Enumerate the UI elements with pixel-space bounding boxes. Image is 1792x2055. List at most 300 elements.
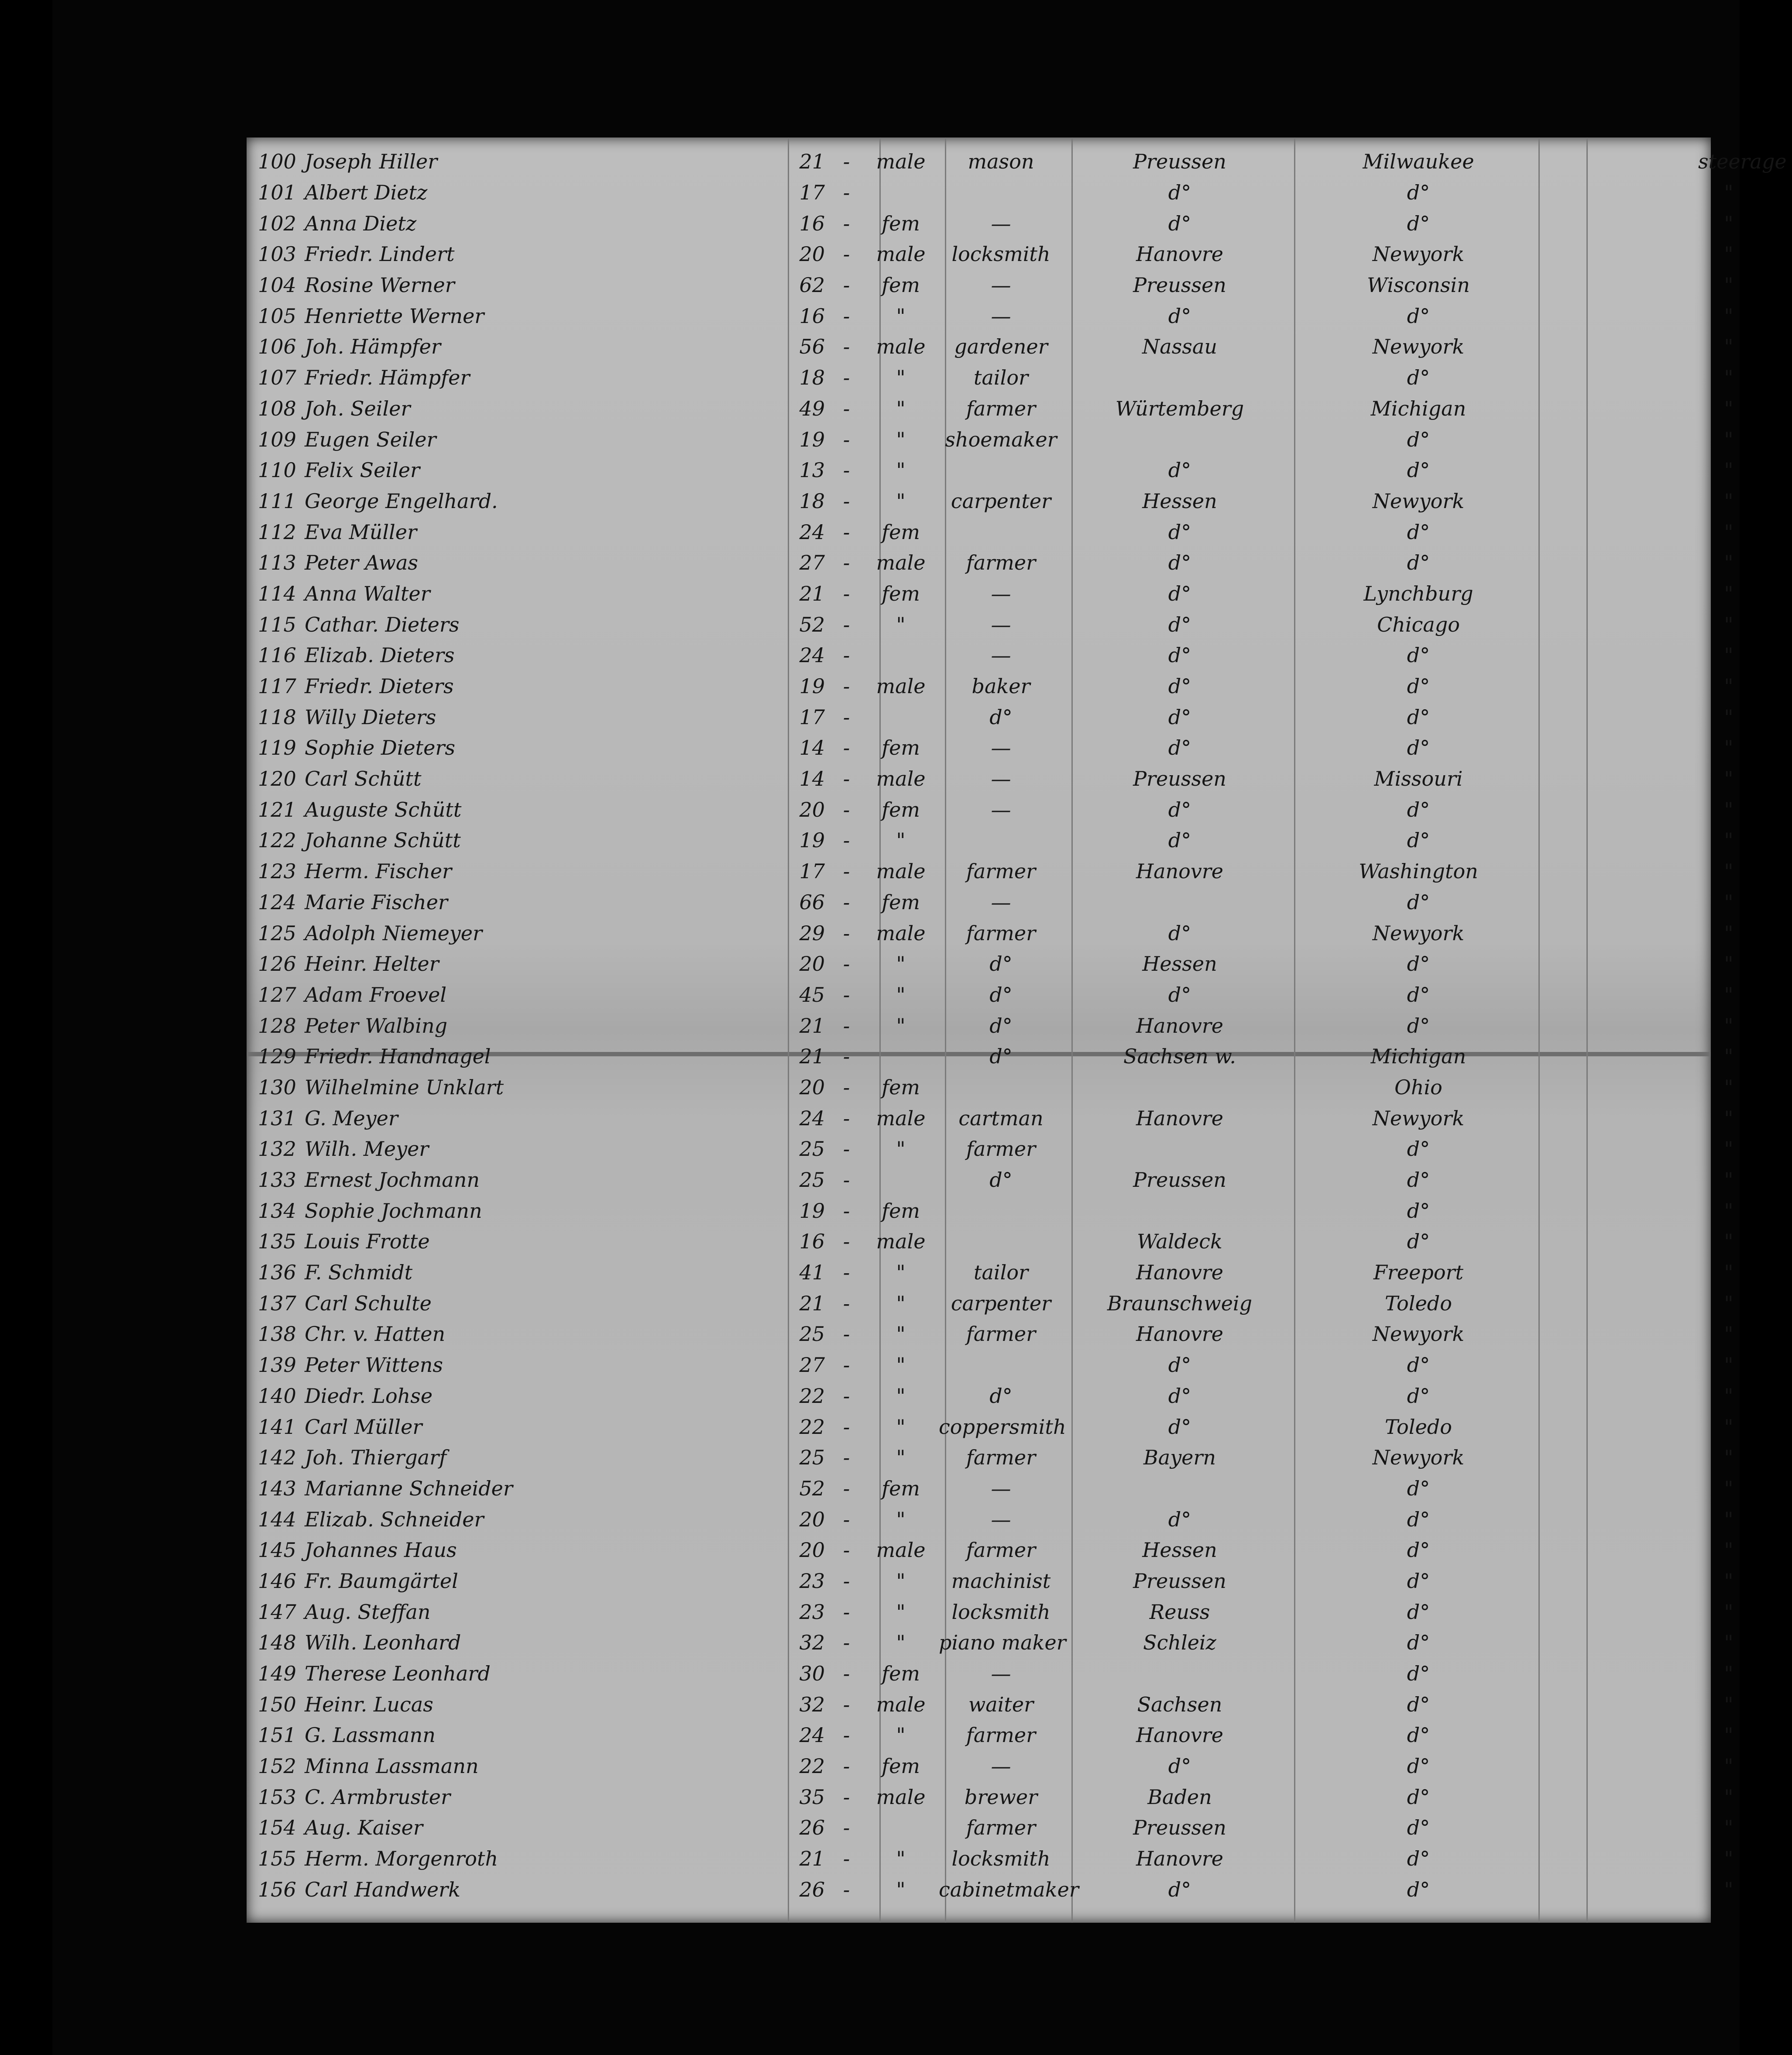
age-dash: -: [843, 890, 850, 914]
passenger-country: Sachsen: [1137, 1692, 1222, 1716]
table-row: [255, 516, 1762, 547]
age-dash: -: [843, 1631, 850, 1655]
blank-cell: [1543, 578, 1596, 609]
passenger-occupation: locksmith: [951, 1847, 1050, 1871]
passenger-country: d°: [1168, 551, 1191, 575]
table-row: [255, 393, 1762, 424]
passenger-sex: ": [896, 1014, 906, 1038]
passenger-destination: Newyork: [1372, 1106, 1465, 1130]
passenger-number: 140: [258, 1384, 296, 1408]
passenger-class: ": [1724, 551, 1734, 575]
passenger-number: 114: [258, 581, 296, 605]
passenger-occupation: —: [991, 643, 1011, 667]
passenger-number: 103: [258, 242, 296, 266]
table-row: [255, 948, 1762, 979]
passenger-number: 126: [258, 952, 296, 976]
passenger-name: Sophie Jochmann: [305, 1199, 482, 1223]
blank-cell: [1596, 856, 1696, 887]
passenger-name: Johanne Schütt: [305, 828, 461, 852]
blank-cell: [1543, 1226, 1596, 1257]
passenger-number: 145: [258, 1538, 296, 1562]
passenger-sex: ": [896, 366, 906, 390]
blank-cell: [1596, 1535, 1696, 1566]
blank-cell: [1543, 887, 1596, 918]
passenger-sex: ": [896, 952, 906, 976]
passenger-name: Carl Müller: [305, 1415, 422, 1439]
passenger-occupation: carpenter: [951, 1291, 1051, 1315]
passenger-name: Peter Wittens: [305, 1353, 443, 1377]
passenger-destination: d°: [1407, 1692, 1430, 1716]
table-row: [255, 547, 1762, 578]
passenger-occupation: d°: [989, 1014, 1013, 1038]
blank-cell: [1596, 393, 1696, 424]
age-dash: -: [843, 1785, 850, 1809]
passenger-destination: d°: [1407, 1600, 1430, 1624]
passenger-class: ": [1724, 366, 1734, 390]
table-row: [255, 1134, 1762, 1165]
passenger-number: 102: [258, 211, 296, 235]
age-dash: -: [843, 335, 850, 359]
age-dash: -: [843, 1723, 850, 1747]
blank-cell: [1543, 794, 1596, 825]
passenger-age: 21: [799, 581, 825, 605]
passenger-sex: ": [896, 1446, 906, 1470]
passenger-occupation: shoemaker: [945, 427, 1057, 451]
passenger-age: 62: [799, 273, 825, 297]
passenger-sex: ": [896, 1415, 906, 1439]
passenger-name: Adolph Niemeyer: [305, 921, 482, 945]
passenger-sex: ": [896, 1723, 906, 1747]
age-dash: -: [843, 1816, 850, 1840]
blank-cell: [1543, 146, 1596, 177]
passenger-name: Auguste Schütt: [305, 797, 462, 821]
age-dash: -: [843, 1261, 850, 1285]
passenger-number: 131: [258, 1106, 296, 1130]
passenger-name: Aug. Steffan: [305, 1600, 431, 1624]
passenger-age: 17: [799, 859, 825, 883]
passenger-country: [1066, 1658, 1294, 1689]
blank-cell: [1596, 331, 1696, 362]
passenger-destination: d°: [1407, 1199, 1430, 1223]
blank-cell: [1543, 1843, 1596, 1874]
blank-cell: [1596, 763, 1696, 794]
blank-cell: [1596, 1072, 1696, 1103]
passenger-occupation: [936, 1226, 1066, 1257]
passenger-age: 19: [799, 427, 825, 451]
passenger-class: ": [1724, 335, 1734, 359]
passenger-occupation: farmer: [966, 1723, 1036, 1747]
passenger-name: Heinr. Helter: [305, 952, 439, 976]
passenger-age: 22: [799, 1384, 825, 1408]
passenger-sex: ": [896, 396, 906, 420]
passenger-age: 26: [799, 1816, 825, 1840]
passenger-country: Preussen: [1133, 1569, 1226, 1593]
table-row: [255, 1596, 1762, 1627]
passenger-country: d°: [1168, 736, 1191, 760]
passenger-country: Hanovre: [1136, 1322, 1224, 1346]
passenger-country: d°: [1168, 581, 1191, 605]
passenger-name: Peter Awas: [305, 551, 418, 575]
passenger-class: ": [1724, 828, 1734, 852]
age-dash: -: [843, 396, 850, 420]
table-row: [255, 1781, 1762, 1812]
table-row: [255, 640, 1762, 671]
table-row: [255, 918, 1762, 948]
passenger-class: ": [1724, 1261, 1734, 1285]
blank-cell: [1543, 547, 1596, 578]
passenger-class: ": [1724, 242, 1734, 266]
table-row: [255, 455, 1762, 486]
blank-cell: [1543, 640, 1596, 671]
table-row: [255, 1195, 1762, 1226]
passenger-occupation: cartman: [958, 1106, 1044, 1130]
passenger-class: ": [1724, 1569, 1734, 1593]
passenger-name: Elizab. Schneider: [305, 1507, 484, 1531]
age-dash: -: [843, 828, 850, 852]
passenger-destination: Newyork: [1372, 921, 1465, 945]
blank-cell: [1596, 455, 1696, 486]
passenger-sex: [865, 1041, 936, 1072]
passenger-sex: ": [896, 983, 906, 1007]
blank-cell: [1543, 1473, 1596, 1504]
age-dash: -: [843, 150, 850, 174]
passenger-destination: d°: [1407, 952, 1430, 976]
passenger-age: 25: [799, 1446, 825, 1470]
passenger-class: ": [1724, 1476, 1734, 1500]
passenger-age: 18: [799, 489, 825, 513]
passenger-sex: male: [876, 1785, 926, 1809]
passenger-destination: d°: [1407, 1569, 1430, 1593]
passenger-destination: Freeport: [1373, 1261, 1463, 1285]
passenger-number: 125: [258, 921, 296, 945]
passenger-occupation: d°: [989, 1168, 1013, 1192]
passenger-number: 112: [258, 520, 296, 544]
age-dash: -: [843, 1014, 850, 1038]
blank-cell: [1543, 1812, 1596, 1843]
passenger-number: 115: [258, 612, 296, 636]
table-row: [255, 300, 1762, 331]
table-row: [255, 239, 1762, 270]
table-row: [255, 424, 1762, 455]
passenger-name: Sophie Dieters: [305, 736, 455, 760]
age-dash: -: [843, 1137, 850, 1161]
blank-cell: [1596, 979, 1696, 1010]
passenger-class: ": [1724, 952, 1734, 976]
passenger-occupation: farmer: [966, 396, 1036, 420]
passenger-country: d°: [1168, 304, 1191, 328]
passenger-age: 32: [799, 1692, 825, 1716]
passenger-destination: d°: [1407, 1631, 1430, 1655]
passenger-number: 116: [258, 643, 296, 667]
passenger-class: ": [1724, 1353, 1734, 1377]
passenger-occupation: —: [991, 1507, 1011, 1531]
passenger-occupation: —: [991, 581, 1011, 605]
passenger-destination: d°: [1407, 1137, 1430, 1161]
passenger-name: Albert Dietz: [305, 181, 428, 205]
passenger-sex: ": [896, 304, 906, 328]
passenger-country: d°: [1168, 458, 1191, 482]
passenger-country: Bayern: [1143, 1446, 1216, 1470]
table-row: [255, 1041, 1762, 1072]
passenger-destination: d°: [1407, 458, 1430, 482]
passenger-name: Eugen Seiler: [305, 427, 436, 451]
table-row: [255, 794, 1762, 825]
passenger-sex: male: [876, 335, 926, 359]
blank-cell: [1596, 732, 1696, 763]
passenger-destination: d°: [1407, 1877, 1430, 1901]
age-dash: -: [843, 1476, 850, 1500]
age-dash: -: [843, 1075, 850, 1099]
passenger-name: Louis Frotte: [305, 1230, 430, 1254]
passenger-number: 109: [258, 427, 296, 451]
passenger-number: 108: [258, 396, 296, 420]
passenger-occupation: [936, 516, 1066, 547]
passenger-age: 20: [799, 952, 825, 976]
passenger-destination: Milwaukee: [1363, 150, 1474, 174]
passenger-number: 154: [258, 1816, 296, 1840]
passenger-name: F. Schmidt: [305, 1261, 413, 1285]
passenger-class: ": [1724, 1230, 1734, 1254]
age-dash: -: [843, 767, 850, 791]
age-dash: -: [843, 458, 850, 482]
blank-cell: [1543, 177, 1596, 208]
passenger-class: ": [1724, 1631, 1734, 1655]
passenger-name: Friedr. Lindert: [305, 242, 455, 266]
blank-cell: [1596, 1812, 1696, 1843]
passenger-country: Hanovre: [1136, 1014, 1224, 1038]
passenger-table: [255, 146, 1787, 1905]
passenger-occupation: brewer: [964, 1785, 1038, 1809]
passenger-destination: d°: [1407, 1353, 1430, 1377]
passenger-number: 146: [258, 1569, 296, 1593]
passenger-class: ": [1724, 489, 1734, 513]
passenger-name: Felix Seiler: [305, 458, 420, 482]
blank-cell: [1596, 208, 1696, 239]
passenger-country: Sachsen w.: [1123, 1045, 1236, 1069]
passenger-destination: Lynchburg: [1363, 581, 1473, 605]
passenger-sex: fem: [882, 1199, 920, 1223]
passenger-country: Würtemberg: [1115, 396, 1244, 420]
passenger-age: 26: [799, 1877, 825, 1901]
passenger-sex: ": [896, 1353, 906, 1377]
blank-cell: [1543, 1689, 1596, 1720]
passenger-name: Adam Froevel: [305, 983, 447, 1007]
blank-cell: [1596, 1720, 1696, 1751]
passenger-destination: d°: [1407, 828, 1430, 852]
passenger-occupation: tailor: [973, 1261, 1029, 1285]
passenger-age: 24: [799, 520, 825, 544]
passenger-destination: d°: [1407, 1507, 1430, 1531]
table-row: [255, 763, 1762, 794]
blank-cell: [1543, 825, 1596, 856]
passenger-name: G. Lassmann: [305, 1723, 436, 1747]
passenger-number: 111: [258, 489, 296, 513]
passenger-destination: d°: [1407, 983, 1430, 1007]
passenger-number: 138: [258, 1322, 296, 1346]
passenger-occupation: d°: [989, 705, 1013, 729]
table-row: [255, 1658, 1762, 1689]
passenger-number: 130: [258, 1075, 296, 1099]
age-dash: -: [843, 1507, 850, 1531]
passenger-destination: d°: [1407, 211, 1430, 235]
passenger-country: d°: [1168, 797, 1191, 821]
age-dash: -: [843, 1384, 850, 1408]
passenger-age: 17: [799, 705, 825, 729]
passenger-age: 27: [799, 1353, 825, 1377]
passenger-occupation: mason: [968, 150, 1034, 174]
passenger-age: 56: [799, 335, 825, 359]
passenger-age: 16: [799, 1230, 825, 1254]
blank-cell: [1596, 486, 1696, 517]
passenger-destination: d°: [1407, 427, 1430, 451]
passenger-sex: ": [896, 1384, 906, 1408]
passenger-number: 134: [258, 1199, 296, 1223]
passenger-country: Preussen: [1133, 1816, 1226, 1840]
passenger-name: Herm. Fischer: [305, 859, 452, 883]
passenger-occupation: [936, 1350, 1066, 1381]
table-row: [255, 331, 1762, 362]
passenger-destination: Newyork: [1372, 242, 1465, 266]
passenger-age: 41: [799, 1261, 825, 1285]
blank-cell: [1543, 918, 1596, 948]
table-row: [255, 1720, 1762, 1751]
passenger-name: Aug. Kaiser: [305, 1816, 423, 1840]
passenger-class: ": [1724, 304, 1734, 328]
blank-cell: [1596, 1658, 1696, 1689]
passenger-number: 155: [258, 1847, 296, 1871]
table-row: [255, 701, 1762, 732]
passenger-name: Elizab. Dieters: [305, 643, 455, 667]
age-dash: -: [843, 797, 850, 821]
blank-cell: [1543, 424, 1596, 455]
passenger-destination: Newyork: [1372, 1446, 1465, 1470]
blank-cell: [1543, 1566, 1596, 1597]
table-row: [255, 1535, 1762, 1566]
passenger-number: 139: [258, 1353, 296, 1377]
passenger-name: Joh. Thiergarf: [305, 1446, 447, 1470]
passenger-country: Braunschweig: [1107, 1291, 1253, 1315]
table-row: [255, 1812, 1762, 1843]
age-dash: -: [843, 859, 850, 883]
passenger-class: ": [1724, 1723, 1734, 1747]
passenger-country: Hessen: [1142, 489, 1217, 513]
passenger-country: Baden: [1147, 1785, 1212, 1809]
passenger-country: d°: [1168, 612, 1191, 636]
passenger-destination: d°: [1407, 551, 1430, 575]
passenger-age: 16: [799, 304, 825, 328]
passenger-name: Fr. Baumgärtel: [305, 1569, 458, 1593]
passenger-name: C. Armbruster: [305, 1785, 450, 1809]
table-row: [255, 486, 1762, 517]
passenger-sex: ": [896, 1261, 906, 1285]
passenger-occupation: —: [991, 767, 1011, 791]
passenger-sex: ": [896, 1847, 906, 1871]
passenger-name: Joseph Hiller: [305, 150, 438, 174]
passenger-country: Hessen: [1142, 1538, 1217, 1562]
passenger-class: ": [1724, 1785, 1734, 1809]
passenger-country: d°: [1168, 983, 1191, 1007]
passenger-destination: Washington: [1359, 859, 1478, 883]
passenger-age: 24: [799, 643, 825, 667]
passenger-occupation: —: [991, 273, 1011, 297]
blank-cell: [1543, 1134, 1596, 1165]
passenger-number: 124: [258, 890, 296, 914]
passenger-sex: fem: [882, 211, 920, 235]
blank-cell: [1543, 1257, 1596, 1288]
passenger-country: [1066, 1473, 1294, 1504]
passenger-destination: d°: [1407, 304, 1430, 328]
passenger-number: 143: [258, 1476, 296, 1500]
blank-cell: [1596, 1411, 1696, 1442]
passenger-number: 119: [258, 736, 296, 760]
passenger-number: 147: [258, 1600, 296, 1624]
age-dash: -: [843, 1168, 850, 1192]
blank-cell: [1596, 1195, 1696, 1226]
passenger-age: 25: [799, 1137, 825, 1161]
blank-cell: [1596, 1874, 1696, 1905]
passenger-name: Wilh. Leonhard: [305, 1631, 461, 1655]
passenger-number: 128: [258, 1014, 296, 1038]
passenger-class: ": [1724, 890, 1734, 914]
passenger-destination: d°: [1407, 736, 1430, 760]
passenger-country: [1066, 362, 1294, 393]
passenger-destination: Chicago: [1377, 612, 1460, 636]
passenger-name: Carl Schütt: [305, 767, 422, 791]
passenger-number: 122: [258, 828, 296, 852]
passenger-number: 148: [258, 1631, 296, 1655]
blank-cell: [1596, 1781, 1696, 1812]
table-row: [255, 1319, 1762, 1350]
table-row: [255, 671, 1762, 702]
passenger-class: ": [1724, 921, 1734, 945]
passenger-destination: d°: [1407, 674, 1430, 698]
passenger-sex: fem: [882, 1476, 920, 1500]
passenger-destination: d°: [1407, 797, 1430, 821]
passenger-sex: ": [896, 1569, 906, 1593]
passenger-number: 107: [258, 366, 296, 390]
passenger-occupation: —: [991, 797, 1011, 821]
passenger-class: ": [1724, 211, 1734, 235]
age-dash: -: [843, 304, 850, 328]
passenger-number: 120: [258, 767, 296, 791]
passenger-age: 19: [799, 828, 825, 852]
table-row: [255, 1689, 1762, 1720]
passenger-age: 23: [799, 1600, 825, 1624]
passenger-occupation: piano maker: [939, 1631, 1066, 1655]
blank-cell: [1543, 331, 1596, 362]
passenger-number: 121: [258, 797, 296, 821]
passenger-country: [1066, 1134, 1294, 1165]
passenger-sex: ": [896, 458, 906, 482]
passenger-sex: ": [896, 1137, 906, 1161]
age-dash: -: [843, 366, 850, 390]
passenger-number: 149: [258, 1662, 296, 1686]
blank-cell: [1596, 516, 1696, 547]
passenger-sex: ": [896, 1507, 906, 1531]
passenger-country: d°: [1168, 520, 1191, 544]
passenger-destination: d°: [1407, 1754, 1430, 1778]
blank-cell: [1543, 1874, 1596, 1905]
passenger-sex: [865, 1165, 936, 1196]
table-row: [255, 1504, 1762, 1535]
passenger-class: ": [1724, 520, 1734, 544]
table-row: [255, 1411, 1762, 1442]
table-row: [255, 1257, 1762, 1288]
passenger-destination: Toledo: [1385, 1415, 1452, 1439]
table-row: [255, 1566, 1762, 1597]
blank-cell: [1596, 1103, 1696, 1134]
passenger-number: 141: [258, 1415, 296, 1439]
